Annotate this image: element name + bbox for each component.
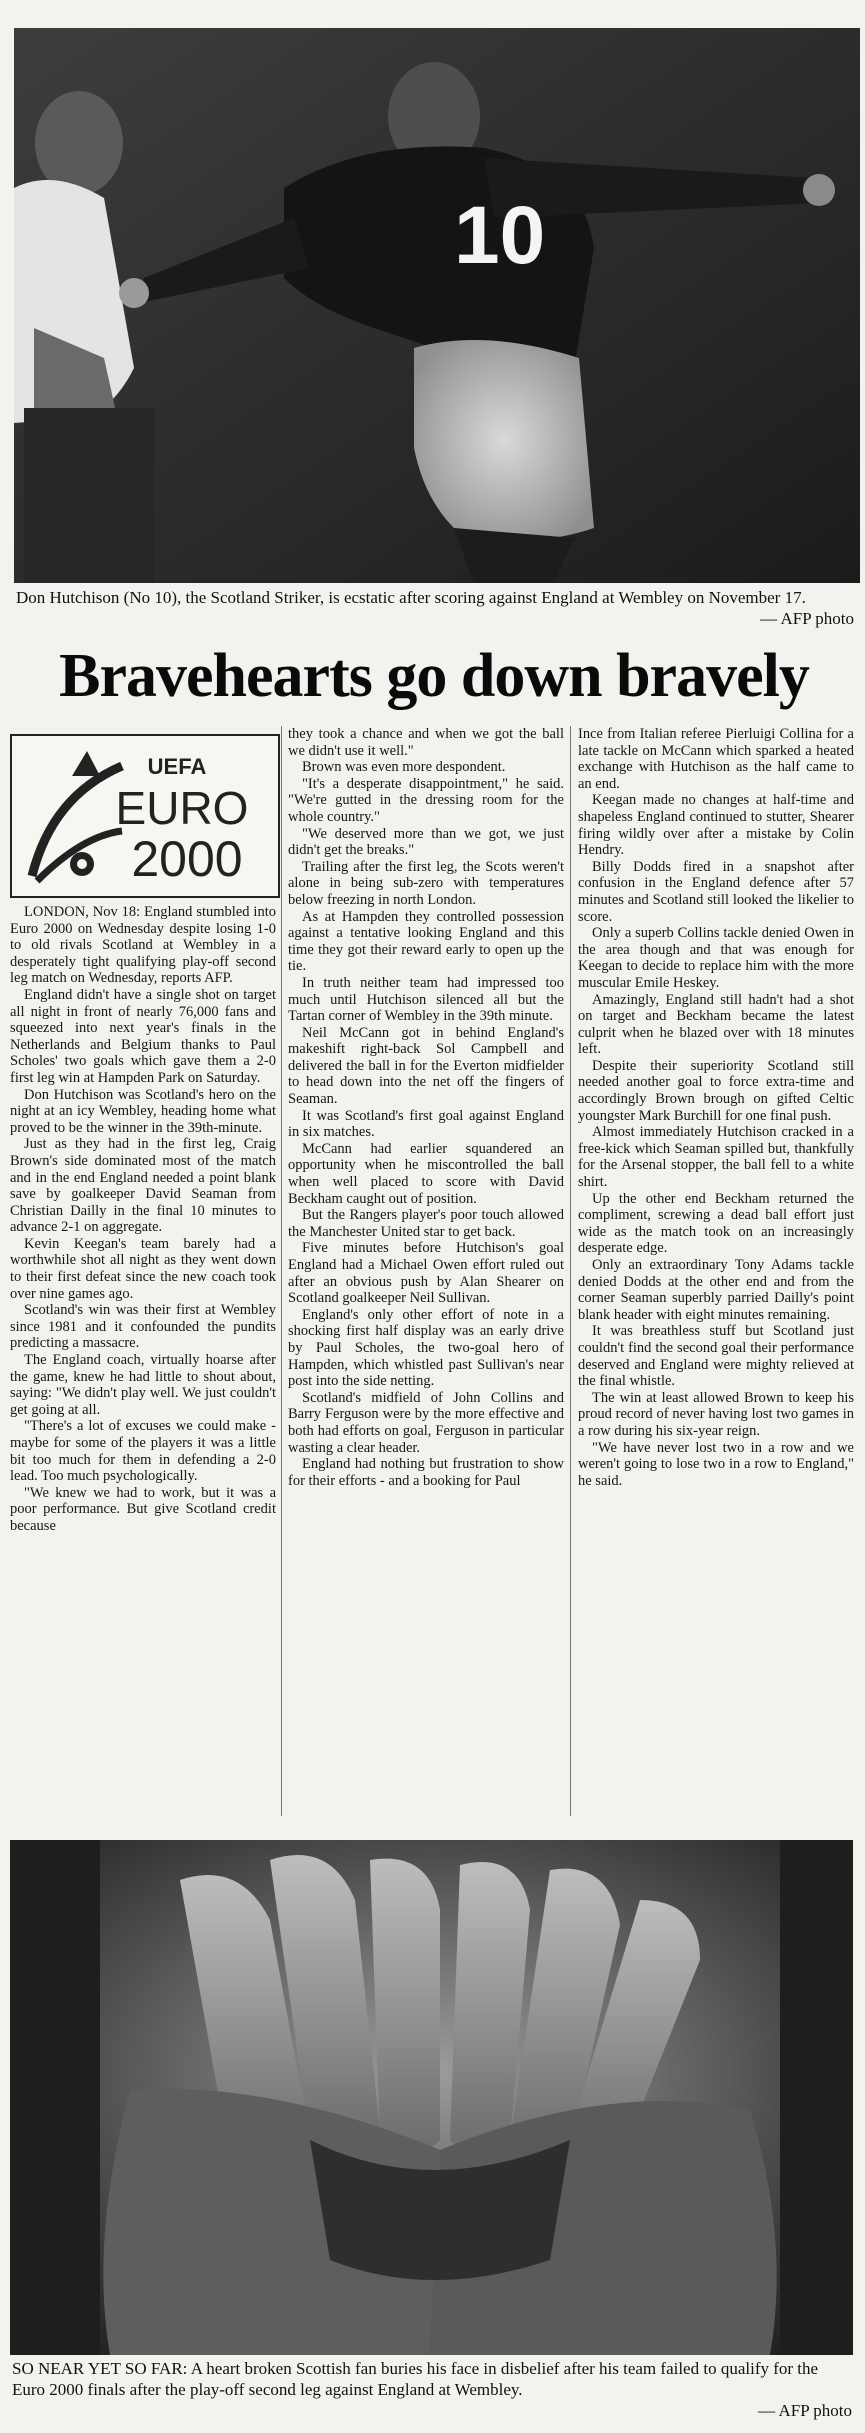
- article-paragraph: As at Hampden they controlled possession against a tentative looking England and this time they got their reward early to open up the tie.: [288, 908, 564, 975]
- euro-2000-logo: [10, 734, 280, 898]
- logo-euro: EURO: [115, 782, 249, 834]
- article-paragraph: Almost immediately Hutchison cracked in a free-kick which Seaman spilled but, thankfully for the Arsenal stopper, the ball fell to a white shirt.: [578, 1124, 854, 1191]
- article-paragraph: In truth neither team had impressed too much until Hutchison silenced all but the Tartan corner of Wembley in the 39th minute.: [288, 974, 564, 1025]
- article-paragraph: It was Scotland's first goal against England in six matches.: [288, 1107, 564, 1141]
- article-paragraph: It was breathless stuff but Scotland just couldn't find the second goal their performance deserved and England were mighty relieved at the final whistle.: [578, 1323, 854, 1390]
- article-paragraph: England didn't have a single shot on target all night in front of nearly 76,000 fans and squeezed into next year's finals in the Netherlands and Belgium thanks to Paul Scholes' two goals which gave them a 2-0 first leg win at Hampden Park on Saturday.: [10, 986, 276, 1086]
- article-paragraph: Despite their superiority Scotland still needed another goal to force extra-time and accordingly Brown brough on gifted Celtic youngster Mark Burchill for one final push.: [578, 1057, 854, 1124]
- article-paragraph: The win at least allowed Brown to keep his proud record of never having lost two games in a row during his six-year reign.: [578, 1389, 854, 1439]
- bottom-caption-text: SO NEAR YET SO FAR: A heart broken Scottish fan buries his face in disbelief after his team failed to qualify for the Euro 2000 finals after the play-off second leg against England at Wembley.: [12, 2359, 819, 2399]
- jersey-number: 10: [454, 190, 546, 281]
- bottom-photo: [10, 1840, 853, 2355]
- article-paragraph: Up the other end Beckham returned the compliment, screwing a dead ball effort just wide as the match took on an increasingly desperate edge.: [578, 1190, 854, 1257]
- article-paragraph: Amazingly, England still hadn't had a shot on target and Beckham became the latest culprit when he blazed over with 18 minutes left.: [578, 991, 854, 1058]
- article-paragraph: Scotland's midfield of John Collins and Barry Ferguson were by the more effective and both had efforts on goal, Ferguson in particular wasting a clear header.: [288, 1389, 564, 1456]
- article-paragraph: Kevin Keegan's team barely had a worthwhile shot all night as they went down to their first defeat since the new coach took over nine games ago.: [10, 1235, 276, 1302]
- logo-year: 2000: [131, 831, 243, 887]
- article-paragraph: Don Hutchison was Scotland's hero on the night at an icy Wembley, heading home what proved to be the winner in the 39th-minute.: [10, 1086, 276, 1136]
- article-column-1: [10, 904, 276, 1535]
- article-paragraph: Brown was even more despondent.: [302, 759, 506, 776]
- fan-hands-photo: [10, 1840, 853, 2355]
- article-column-3: [578, 726, 854, 1489]
- top-photo-caption: [16, 587, 854, 629]
- article-column-2: [288, 726, 564, 1489]
- bottom-photo-caption: [12, 2358, 852, 2421]
- article-paragraph: "We deserved more than we got, we just didn't get the breaks.": [288, 825, 564, 859]
- article-paragraph: Only a superb Collins tackle denied Owen in the area though and that was enough for Keegan to decide to replace him with the more muscular Emile Heskey.: [578, 925, 854, 991]
- headline: Bravehearts go down bravely: [59, 642, 809, 710]
- euro-logo-graphic: [12, 736, 278, 896]
- article-paragraph: McCann had earlier squandered an opportunity when he miscontrolled the ball when well placed to score with David Beckham caught out of position.: [288, 1140, 564, 1207]
- article-paragraph: Trailing after the first leg, the Scots weren't alone in being sub-zero with temperatures below freezing in north London.: [288, 858, 564, 908]
- article-paragraph: Billy Dodds fired in a snapshot after confusion in the England defence after 57 minutes and Scotland still looked the likelier to score.: [578, 858, 854, 925]
- article-paragraph: Five minutes before Hutchison's goal England had a Michael Owen effort ruled out after an obvious push by Alan Shearer on Scotland goalkeeper Neil Sullivan.: [288, 1240, 564, 1307]
- article-paragraph: England had nothing but frustration to show for their efforts - and a booking for Paul: [288, 1456, 564, 1489]
- article-paragraph: Keegan made no changes at half-time and shapeless England continued to stutter, Shearer firing wildly over after a mistake by Colin Hendry.: [578, 792, 854, 859]
- bottom-caption-credit: — AFP photo: [758, 2401, 852, 2420]
- article-paragraph: Ince from Italian referee Pierluigi Collina for a late tackle on McCann which sparked a heated exchange with Hutchison as the half came to an end.: [578, 726, 854, 792]
- article-paragraph: "There's a lot of excuses we could make - maybe for some of the players it was a little bit too much for them in defending a 2-0 lead. Too much psychologically.: [10, 1418, 276, 1485]
- article-paragraph: The England coach, virtually hoarse after the game, knew he had little to shout about, saying: "We didn't play well. We just couldn't get going at all.: [10, 1352, 276, 1418]
- article-paragraph: Just as they had in the first leg, Craig Brown's side dominated most of the match and in the end England needed a point blank save by goalkeeper David Seaman from Christian Dailly in the final 10 minutes to advance 2-1 on aggregate.: [10, 1136, 276, 1236]
- logo-uefa: UEFA: [147, 754, 207, 779]
- article-paragraph: "We have never lost two in a row and we weren't going to lose two in a row to England," he said.: [578, 1439, 854, 1489]
- article-paragraph: Only an extraordinary Tony Adams tackle denied Dodds at the other end and from the corner Seaman superbly parried Dailly's point blank header with eight minutes remaining.: [578, 1257, 854, 1323]
- top-caption-text: Don Hutchison (No 10), the Scotland Striker, is ecstatic after scoring against England at Wembley on November 17.: [16, 588, 806, 607]
- column-divider-1: [281, 726, 282, 1816]
- article-paragraph: But the Rangers player's poor touch allowed the Manchester United star to get back.: [288, 1207, 564, 1240]
- article-paragraph: England's only other effort of note in a shocking first half display was an early drive by Paul Scholes, the two-goal hero of Hampden, which whistled past Sullivan's near post into the side netting.: [288, 1306, 564, 1390]
- article-paragraph: they took a chance and when we got the ball we didn't use it well.": [288, 726, 564, 759]
- article-paragraph: "We knew we had to work, but it was a poor performance. But give Scotland credit because: [10, 1484, 276, 1534]
- article-paragraph: "It's a desperate disappointment," he said. "We're gutted in the dressing room for the whole country.": [288, 775, 564, 825]
- top-caption-credit: — AFP photo: [760, 609, 854, 628]
- top-photo: [14, 28, 860, 583]
- article-paragraph: Neil McCann got in behind England's makeshift right-back Sol Campbell and delivered the ball in for the Everton midfielder to head down into the net off the fingers of Seaman.: [288, 1024, 564, 1108]
- football-photo: [14, 28, 860, 583]
- column-divider-2: [570, 726, 571, 1816]
- article-paragraph: LONDON, Nov 18: England stumbled into Euro 2000 on Wednesday despite losing 1-0 to old rivals Scotland at Wembley in a desperately tight qualifying play-off second leg match on Wednesday, reports AFP.: [10, 904, 276, 987]
- article-paragraph: Scotland's win was their first at Wembley since 1981 and it confounded the pundits predicting a massacre.: [10, 1302, 276, 1352]
